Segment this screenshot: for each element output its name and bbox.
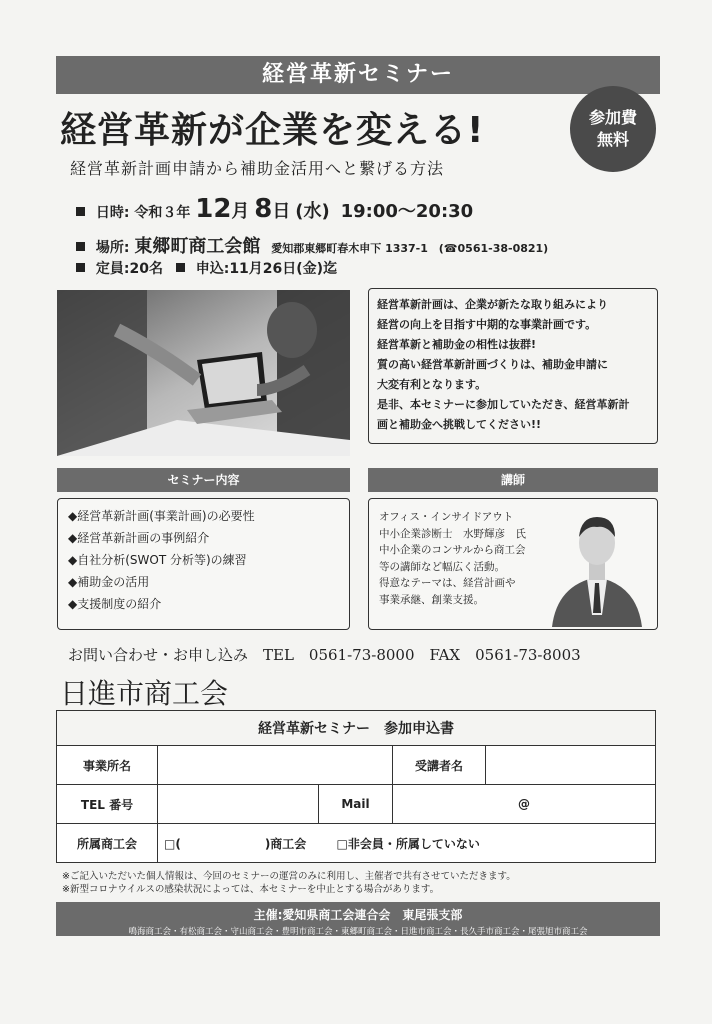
footer-members: 鳴海商工会・有松商工会・守山商工会・豊明市商工会・東郷町商工会・日進市商工会・長久手市商工会・尾張旭市商工会: [128, 927, 588, 937]
mail-field[interactable]: [393, 785, 656, 824]
tel-mail-row: [158, 785, 393, 824]
business-label: 事業所名: [57, 746, 158, 785]
list-item: ◆経営革新計画(事業計画)の必要性: [68, 509, 255, 523]
tel-label: TEL 番号: [57, 785, 158, 824]
deadline-text: 申込:11月26日(金)迄: [195, 261, 338, 277]
notes: [62, 870, 516, 896]
seminar-banner: 経営革新セミナー: [56, 56, 660, 94]
footer-banner: [56, 902, 660, 936]
meeting-photo: [57, 290, 350, 456]
organization-name: 日進市商工会: [60, 677, 229, 710]
mail-label: Mail: [341, 797, 370, 811]
list-item: ◆自社分析(SWOT 分析等)の練習: [68, 553, 247, 567]
venue-tel: (☎0561-38-0821): [438, 242, 549, 255]
schedule-day-unit: 日: [272, 201, 291, 222]
lecturer-line: 得意なテーマは、経営計画や: [379, 577, 516, 589]
capacity-line: [76, 258, 337, 278]
schedule-month-unit: 月: [231, 201, 250, 222]
description-line: 是非、本セミナーに参加していただき、経営革新計: [377, 398, 630, 411]
seminar-content-list: [58, 499, 349, 621]
venue-name: 東郷町商工会館: [134, 236, 261, 257]
chamber-checkbox-member[interactable]: □( )商工会: [164, 836, 307, 851]
meeting-photo-illustration: [57, 290, 350, 456]
list-item: ◆経営革新計画の事例紹介: [68, 531, 210, 545]
schedule-era: 令和３年: [134, 205, 191, 221]
lecturer-line: 中小企業診断士 水野輝彦 氏: [379, 527, 526, 540]
note-line: ※新型コロナウイルスの感染状況によっては、本セミナーを中止とする場合があります。: [62, 884, 440, 895]
seminar-content-box: [57, 498, 350, 630]
venue-line: [76, 232, 548, 258]
lecturer-line: 事業承継、創業支援。: [379, 593, 484, 606]
application-form: [56, 710, 656, 863]
chamber-label: 所属商工会: [57, 824, 158, 863]
schedule-weekday: (水): [295, 201, 330, 222]
description-box: [368, 288, 658, 444]
form-title: 経営革新セミナー 参加申込書: [57, 711, 656, 746]
bullet-square-icon: [76, 263, 85, 272]
fee-badge-line2: 無料: [596, 130, 629, 149]
description-line: 経営革新と補助金の相性は抜群!: [377, 338, 537, 351]
business-field[interactable]: [158, 746, 393, 785]
venue-label: 場所:: [95, 240, 130, 256]
bullet-square-icon: [76, 242, 85, 251]
footer-host: 主催:愛知県商工会連合会 東尾張支部: [253, 908, 463, 922]
fee-badge: [570, 86, 656, 172]
subtitle: 経営革新計画申請から補助金活用へと繋げる方法: [70, 159, 445, 178]
headline: 経営革新が企業を変える!: [60, 110, 485, 151]
capacity-text: 定員:20名: [95, 261, 163, 277]
schedule-time: 19:00〜20:30: [340, 201, 474, 222]
note-line: ※ご記入いただいた個人情報は、今回のセミナーの運営のみに利用し、主催者で共有させていただきます。: [62, 871, 516, 882]
description-line: 経営革新計画は、企業が新たな取り組みにより: [377, 298, 608, 311]
attendee-field[interactable]: [486, 746, 656, 785]
contact-line: お問い合わせ・お申し込み TEL 0561-73-8000 FAX 0561-73-8003: [68, 646, 581, 664]
tel-field[interactable]: [158, 785, 319, 823]
description-line: 質の高い経営革新計画づくりは、補助金申請に: [377, 358, 608, 371]
description-line: 大変有利となります。: [377, 378, 487, 391]
lecturer-line: 中小企業のコンサルから商工会: [379, 544, 526, 556]
schedule-label: 日時:: [95, 205, 130, 221]
schedule-day: 8: [254, 194, 273, 224]
lecturer-portrait: [547, 505, 647, 627]
attendee-label: 受講者名: [393, 746, 486, 785]
list-item: ◆補助金の活用: [68, 575, 150, 589]
lecturer-line: 等の講師など幅広く活動。: [379, 560, 505, 573]
lecturer-box: [368, 498, 658, 630]
description-line: 経営の向上を目指す中期的な事業計画です。: [377, 318, 597, 331]
venue-address: 愛知郡東郷町春木申下 1337-1: [271, 242, 428, 255]
lecturer-heading: 講師: [368, 468, 658, 492]
bullet-square-icon: [176, 263, 185, 272]
schedule-line: [76, 194, 473, 224]
fee-badge-line1: 参加費: [588, 108, 637, 127]
chamber-options: [158, 824, 656, 863]
bullet-square-icon: [76, 207, 85, 216]
chamber-checkbox-nonmember[interactable]: □非会員・所属していない: [336, 836, 480, 851]
list-item: ◆支援制度の紹介: [68, 597, 162, 611]
lecturer-line: オフィス・インサイドアウト: [379, 511, 514, 523]
seminar-content-heading: セミナー内容: [57, 468, 350, 492]
mail-at-sign: @: [518, 797, 530, 811]
description-line: 画と補助金へ挑戦してください!!: [377, 418, 542, 431]
schedule-month: 12: [195, 194, 232, 224]
